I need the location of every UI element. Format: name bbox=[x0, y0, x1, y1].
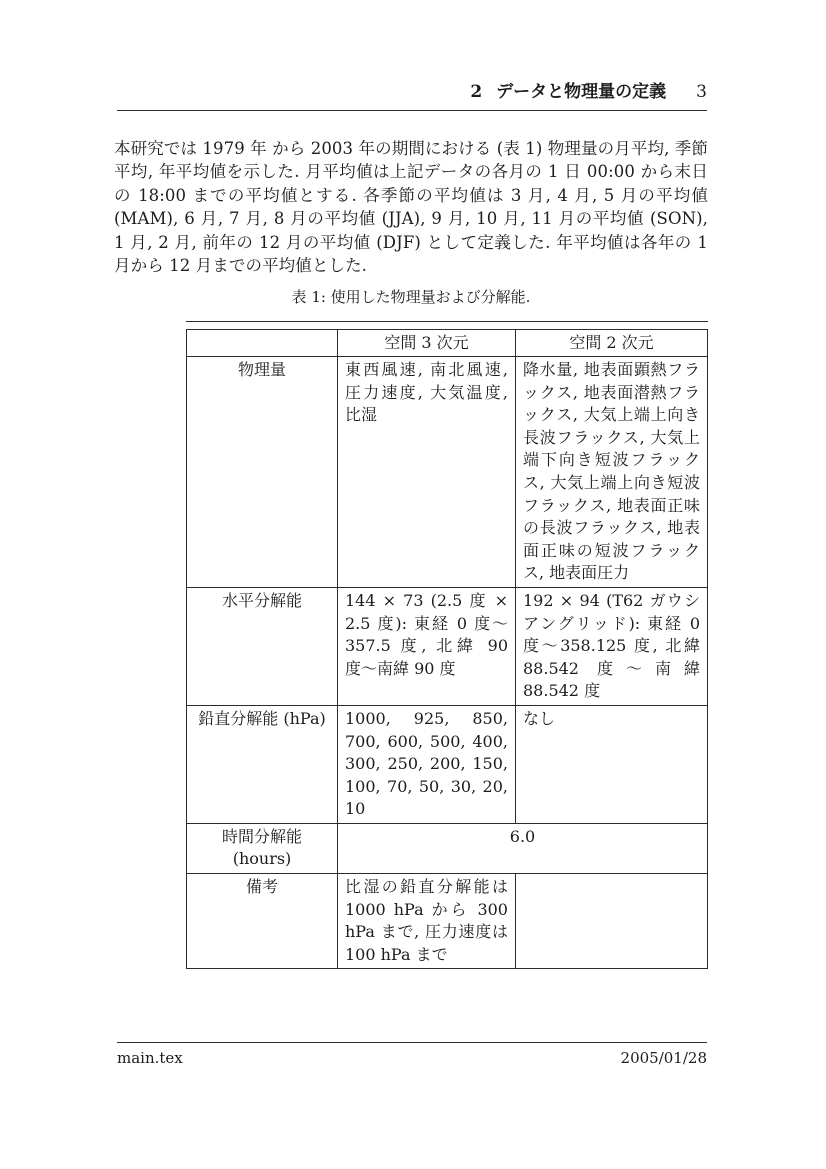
table-wrapper bbox=[186, 321, 708, 969]
table-row-time-resolution bbox=[187, 823, 708, 873]
header-cell-2d: 空間 2 次元 bbox=[516, 330, 708, 357]
table-row-horizontal-resolution bbox=[187, 587, 708, 705]
cell-3d: 1000, 925, 850, 700, 600, 500, 400, 300, 250, 200, 150, 100, 70, 50, 30, 20, 10 bbox=[338, 705, 516, 823]
cell-2d: なし bbox=[516, 705, 708, 823]
cell-3d: 比湿の鉛直分解能は 1000 hPa から 300 hPa まで, 圧力速度は 100 hPa まで bbox=[338, 874, 516, 969]
cell-2d: 192 × 94 (T62 ガウシアングリッド): 東経 0 度〜358.125 度, 北緯 88.542 度〜南緯 88.542 度 bbox=[516, 587, 708, 705]
table-caption: 表 1: 使用した物理量および分解能. bbox=[291, 288, 531, 306]
cell-2d: 降水量, 地表面顕熱フラックス, 地表面潜熱フラックス, 大気上端上向き長波フラックス, 大気上端下向き短波フラックス, 大気上端上向き短波フラックス, 地表面正味の長波フラックス, 地表面正味の短波フラックス, 地表面圧力 bbox=[516, 357, 708, 588]
table-row-remarks bbox=[187, 874, 708, 969]
footer-date: 2005/01/28 bbox=[620, 1049, 707, 1067]
section-number: 2 bbox=[470, 82, 483, 102]
row-label: 備考 bbox=[187, 874, 338, 969]
row-label: 鉛直分解能 (hPa) bbox=[187, 705, 338, 823]
cell-2d bbox=[516, 874, 708, 969]
resolution-table bbox=[186, 329, 708, 969]
page-footer bbox=[117, 1042, 707, 1067]
cell-3d: 東西風速, 南北風速, 圧力速度, 大気温度, 比湿 bbox=[338, 357, 516, 588]
cell-merged-time: 6.0 bbox=[338, 823, 708, 873]
section-title: データと物理量の定義 bbox=[496, 82, 667, 102]
cell-3d: 144 × 73 (2.5 度 × 2.5 度): 東経 0 度〜 357.5 度, 北緯 90 度〜南緯 90 度 bbox=[338, 587, 516, 705]
header-cell-empty bbox=[187, 330, 338, 357]
row-label: 物理量 bbox=[187, 357, 338, 588]
footer-filename: main.tex bbox=[117, 1049, 183, 1067]
running-header bbox=[117, 82, 707, 111]
row-label: 水平分解能 bbox=[187, 587, 338, 705]
table-row-physical-quantities bbox=[187, 357, 708, 588]
page-number: 3 bbox=[696, 82, 707, 102]
table-header-row bbox=[187, 330, 708, 357]
row-label: 時間分解能 (hours) bbox=[187, 823, 338, 873]
table-row-vertical-resolution bbox=[187, 705, 708, 823]
body-paragraph: 本研究では 1979 年 から 2003 年の期間における (表 1) 物理量の月平均, 季節平均, 年平均値を示した. 月平均値は上記データの各月の 1 日 00:00 から末日の 18:00 までの平均値とする. 各季節の平均値は 3 月, 4 月, 5 月の平均値 (MAM), 6 月, 7 月, 8 月の平均値 (JJA), 9 月, 10 月, 11 月の平均値 (SON), 1 月, 2 月, 前年の 12 月の平均値 (DJF) として定義した. 年平均値は各年の 1 月から 12 月までの平均値とした. bbox=[114, 139, 708, 276]
header-cell-3d: 空間 3 次元 bbox=[338, 330, 516, 357]
